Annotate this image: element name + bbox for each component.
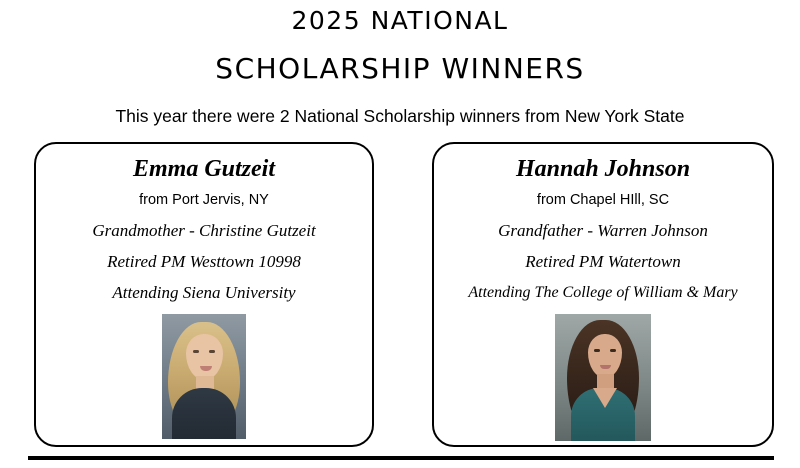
winner-relative: Grandmother - Christine Gutzeit <box>92 221 316 240</box>
portrait-torso <box>172 388 236 439</box>
page-subtitle: This year there were 2 National Scholarship winners from New York State <box>115 106 685 126</box>
winner-card-1 <box>34 142 374 447</box>
winner-attending-school: Attending Siena University <box>112 283 296 302</box>
portrait-eye-right <box>209 350 215 353</box>
winner-attending-school: Attending The College of William & Mary <box>468 284 738 301</box>
portrait-emma-gutzeit-photo <box>162 314 246 439</box>
bottom-divider <box>28 456 774 460</box>
portrait-eye-left <box>193 350 199 353</box>
winner-name: Hannah Johnson <box>515 156 691 182</box>
portrait-neck <box>597 374 614 388</box>
winner-photo-wrap <box>434 314 772 441</box>
portrait-eye-right <box>610 349 616 352</box>
page-title-line-1: 2025 NATIONAL <box>291 6 509 35</box>
portrait-eye-left <box>594 349 600 352</box>
portrait-hannah-johnson-photo <box>555 314 651 441</box>
page-title-line-2: SCHOLARSHIP WINNERS <box>215 52 585 85</box>
winner-hometown: from Port Jervis, NY <box>139 192 269 208</box>
scholarship-announcement-page <box>0 6 800 468</box>
winner-card-2 <box>432 142 774 447</box>
winner-name: Emma Gutzeit <box>132 156 276 182</box>
winner-retired-office: Retired PM Westtown 10998 <box>107 252 301 271</box>
winner-relative: Grandfather - Warren Johnson <box>498 221 708 240</box>
winners-container <box>0 142 800 452</box>
winner-hometown: from Chapel HIll, SC <box>536 192 670 208</box>
winner-retired-office: Retired PM Watertown <box>525 252 681 271</box>
winner-photo-wrap <box>36 314 372 439</box>
